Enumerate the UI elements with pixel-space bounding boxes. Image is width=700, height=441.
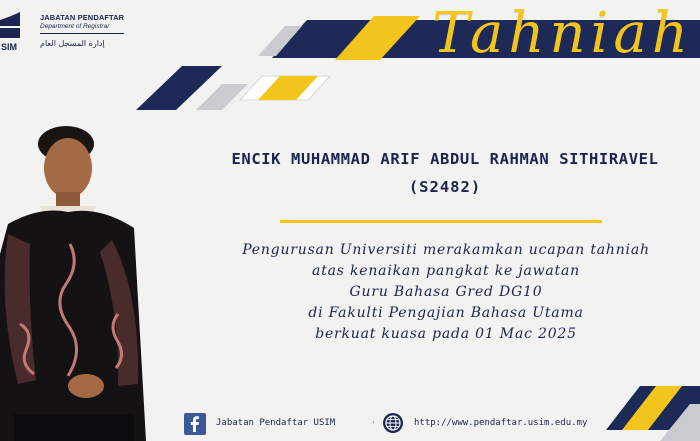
message-line: berkuat kuasa pada 01 Mac 2025 xyxy=(315,326,577,342)
logo-divider xyxy=(40,33,124,34)
recipient-photo xyxy=(0,124,150,441)
recipient-name: ENCIK MUHAMMAD ARIF ABDUL RAHMAN SITHIRAVEL xyxy=(231,150,659,168)
footer-separator: · xyxy=(372,418,375,428)
facebook-icon[interactable] xyxy=(184,413,206,435)
message-line: Guru Bahasa Gred DG10 xyxy=(349,284,543,300)
usim-logo-icon xyxy=(0,10,20,52)
message-line: Pengurusan Universiti merakamkan ucapan tahniah xyxy=(242,242,650,258)
headline-title: Tahniah xyxy=(432,1,693,66)
svg-text:SIM: SIM xyxy=(1,42,18,52)
org-name-malay: JABATAN PENDAFTAR xyxy=(40,13,125,22)
website-link[interactable]: http://www.pendaftar.usim.edu.my xyxy=(414,418,588,428)
department-logo xyxy=(0,6,140,56)
recipient-staff-id: (S2482) xyxy=(408,178,482,196)
message-line: di Fakulti Pengajian Bahasa Utama xyxy=(308,305,584,321)
message-line: atas kenaikan pangkat ke jawatan xyxy=(312,263,580,279)
gold-divider-line xyxy=(280,220,602,223)
facebook-icon-glyph xyxy=(184,413,206,435)
congratulation-message xyxy=(196,240,696,345)
grey-stripe-shape-2 xyxy=(196,84,248,110)
facebook-page-link[interactable]: Jabatan Pendaftar USIM xyxy=(216,418,336,428)
org-name-english: Department of Registrar xyxy=(40,23,110,30)
org-name-arabic: إدارة المسجل العام xyxy=(40,39,105,48)
globe-icon[interactable] xyxy=(382,412,404,434)
